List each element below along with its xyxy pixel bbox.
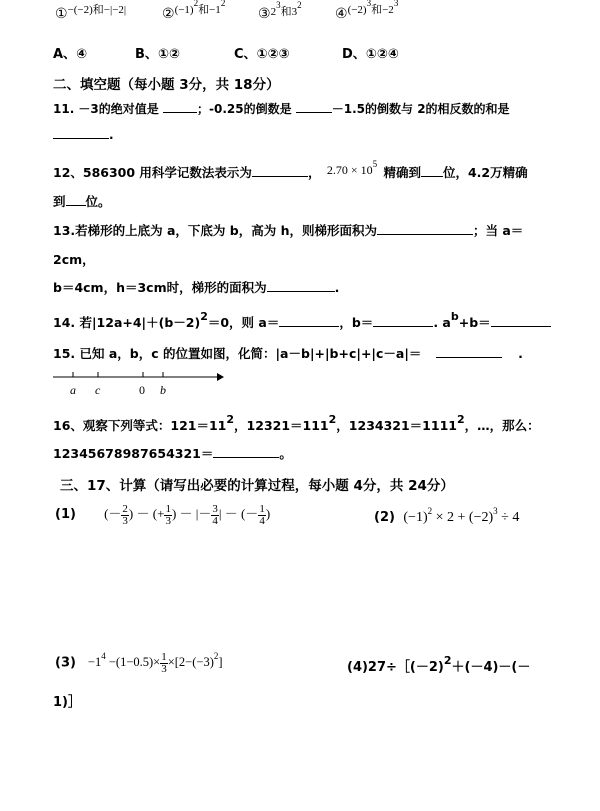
answer-a: A、④ (53, 47, 88, 62)
answer-d: D、①②④ (342, 47, 399, 62)
number-line-diagram (53, 370, 225, 400)
answer-blank[interactable] (373, 314, 433, 327)
option-label-1: ① (55, 7, 68, 22)
question-16: 16、观察下列等式：$121=11^2$，$12321=111^2$，$1234321=1111^2$，…，那么： (53, 413, 540, 433)
calc-problem-2: (2) $(-1)^2 \times 2 + (-2)^3 \div 4$ (374, 506, 520, 525)
option-1-expr: −(−2)和−|−2| (67, 4, 127, 16)
question-13: 13.若梯形的上底为 a，下底为 b，高为 h，则梯形面积为 ；当 a＝ (53, 223, 524, 238)
fraction: $\frac{3}{4}$ (212, 502, 218, 527)
answer-blank[interactable] (163, 100, 197, 113)
point-label-a: a (70, 383, 76, 397)
answer-blank[interactable] (421, 164, 443, 177)
fraction: $\frac{1}{3}$ (161, 651, 167, 675)
question-13-line2: 2cm， (53, 252, 95, 267)
section-3-title: 三、17、计算（请写出必要的计算过程，每小题 4分，共 24分） (60, 478, 454, 494)
question-12-line2: 到 位。 (53, 194, 111, 209)
choice-option-2: ②$^{(-1)^2和-1^2}$ (162, 0, 226, 22)
calc-problem-4-line2: 1)］ (53, 695, 81, 710)
answer-blank[interactable] (53, 126, 109, 139)
calc-problem-4: $(4)27\div[(-2)^2+(-4)-(-$ (347, 654, 531, 675)
question-11: 11. －3的绝对值是 ；-0.25的倒数是 －1.5的倒数与 2的相反数的和是 (53, 102, 510, 116)
answer-blank[interactable] (66, 193, 86, 206)
sci-number: 2.70 × 10 (326, 163, 373, 177)
option-label-2: ② (162, 7, 175, 22)
option-label-3: ③ (258, 7, 271, 22)
question-13-line3: b＝4cm，h＝3cm时，梯形的面积为 . (53, 280, 340, 295)
option-label-4: ④ (335, 7, 348, 22)
question-12: 12、586300 用科学记数法表示为 ， $2.70 \times 10^5$ 精确到 位，4.2万精确 (53, 159, 528, 180)
question-14: 14. 若$|12a+4|+(b-2)^2=0$，则 a＝ ，b＝ . $a^b+b=$ (53, 313, 551, 331)
calc-problem-3: $(3) -1^4 -(1-0.5)\times$ $\frac{1}{3}$ $\times[2-(-3)^2]$ (55, 651, 223, 675)
answer-c: C、①②③ (234, 47, 290, 62)
answer-blank[interactable] (252, 164, 308, 177)
answer-b: B、①② (135, 47, 180, 62)
fraction: $\frac{2}{3}$ (122, 502, 128, 527)
point-label-zero: 0 (139, 383, 145, 397)
problem-label: (3) (55, 655, 76, 671)
problem-label: (2) (374, 510, 395, 525)
problem-label: (1) (55, 507, 76, 522)
question-15: 15. 已知 a，b，c 的位置如图，化简：|a－b|+|b+c|+|c－a|＝ . (53, 346, 523, 361)
question-11-line2: . (53, 126, 114, 142)
fraction: $\frac{1}{3}$ (165, 502, 171, 527)
point-label-b: b (160, 383, 166, 397)
choice-option-1 (55, 6, 126, 23)
point-label-c: c (95, 383, 101, 397)
section-2-title: 二、填空题（每小题 3分，共 18分） (53, 77, 280, 93)
answer-blank[interactable] (377, 222, 473, 235)
answer-blank[interactable] (436, 345, 502, 358)
question-16-line2: 12345678987654321＝ 。 (53, 446, 292, 461)
answer-blank[interactable] (279, 314, 339, 327)
answer-blank[interactable] (267, 279, 335, 292)
choice-option-3: ③$^{2^3和3^2}$ (258, 0, 302, 22)
fraction: $\frac{1}{4}$ (259, 502, 265, 527)
answer-blank[interactable] (491, 314, 551, 327)
answer-blank[interactable] (213, 445, 279, 458)
choice-option-4: ④$^{(-2)^3和-2^3}$ (335, 0, 399, 22)
answer-blank[interactable] (296, 100, 332, 113)
number-line-arrow (217, 373, 224, 381)
calc-problem-1: (1) (－ $\frac{2}{3}$ ) － (+ $\frac{1}{3}$ ) － |－ $\frac{3}{4}$ | － (－ $\frac{1}{4}$ ) (55, 502, 271, 527)
